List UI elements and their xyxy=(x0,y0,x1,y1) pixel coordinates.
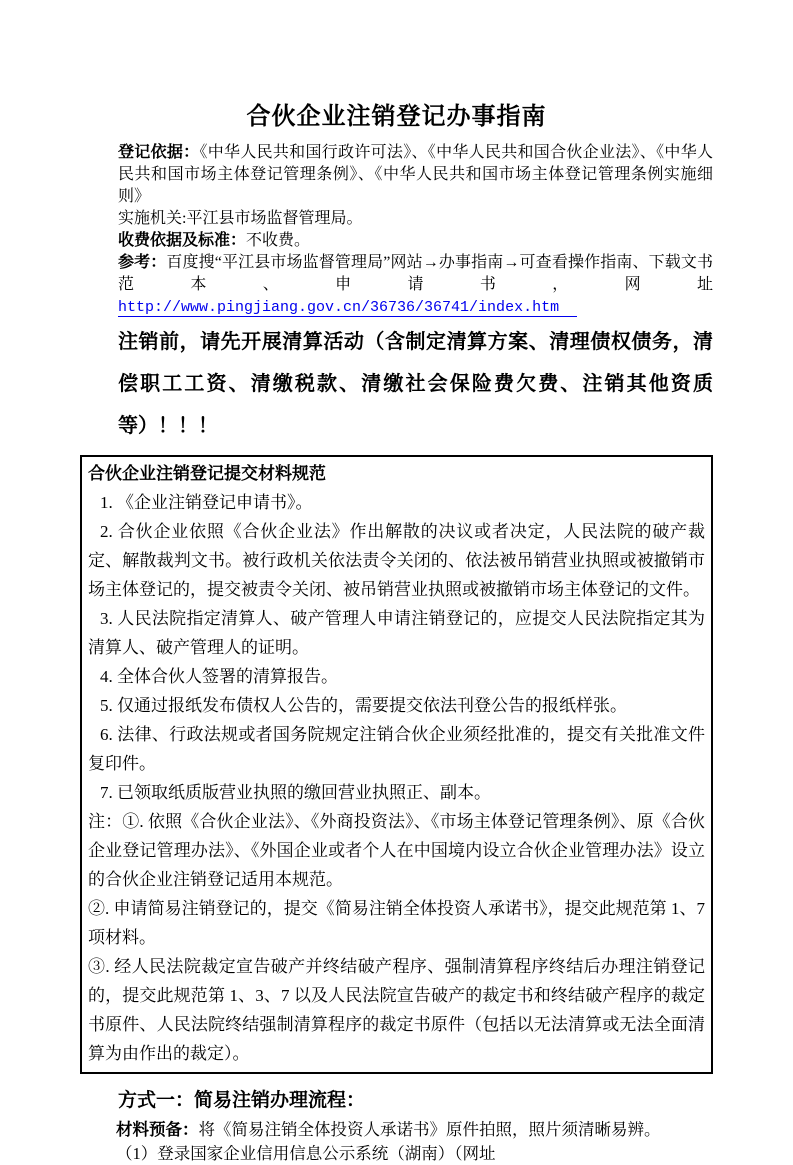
registration-basis-text: 《中华人民共和国行政许可法》、《中华人民共和国合伙企业法》、《中华人民共和国市场主体登记管理条例》、《中华人民共和国市场主体登记管理条例实施细则》 xyxy=(118,144,713,205)
note-1-text: ①. 依照《合伙企业法》、《外商投资法》、《市场主体登记管理条例》、原《合伙企业登记管理办法》、《外国企业或者个人在中国境内设立合伙企业管理办法》设立的合伙企业注销登记适用本规范。 xyxy=(88,812,706,889)
fee-standard-label: 收费依据及标准： xyxy=(118,232,247,249)
reference-paragraph xyxy=(118,252,713,319)
material-item-3: 3. 人民法院指定清算人、破产管理人申请注销登记的，应提交人民法院指定其为清算人、破产管理人的证明。 xyxy=(88,609,705,657)
materials-requirements-box xyxy=(80,455,713,1074)
material-item-4: 4. 全体合伙人签署的清算报告。 xyxy=(100,667,338,686)
material-preparation-label: 材料预备： xyxy=(116,1121,199,1139)
material-item-5: 5. 仅通过报纸发布债权人公告的，需要提交依法刊登公告的报纸样张。 xyxy=(100,696,627,715)
material-item-7: 7. 已领取纸质版营业执照的缴回营业执照正、副本。 xyxy=(100,783,491,802)
registration-basis-paragraph xyxy=(118,142,713,208)
note-3-text: ③. 经人民法院裁定宣告破产并终结破产程序、强制清算程序终结后办理注销登记的，提交此规范第 1、3、7 以及人民法院宣告破产的裁定书和终结破产程序的裁定书原件、人民法院终结强制清算程序的裁定书原件（包括以无法清算或无法全面清算为由作出的裁定）。 xyxy=(88,957,705,1063)
pre-deregistration-warning: 注销前，请先开展清算活动（含制定清算方案、清理债权债务，清偿职工工资、清缴税款、清缴社会保险费欠费、注销其他资质等）！！！ xyxy=(118,331,713,437)
pingjiang-gov-link[interactable]: http://www.pingjiang.gov.cn/36736/36741/index.htm xyxy=(118,299,577,317)
reference-text: 百度搜“平江县市场监督管理局”网站→办事指南→可查看操作指南、下载文书范本、申请书，网址 xyxy=(118,254,713,293)
materials-box-header: 合伙企业注销登记提交材料规范 xyxy=(88,464,326,483)
note-1-paragraph xyxy=(88,807,705,894)
intro-section xyxy=(118,142,713,319)
method-one-heading: 方式一：简易注销办理流程： xyxy=(118,1090,366,1111)
implementing-authority-text: 实施机关:平江县市场监督管理局。 xyxy=(118,210,363,227)
method-one-section xyxy=(116,1088,713,1165)
method-one-step-1: （1）登录国家企业信用信息公示系统（湖南）（网址 xyxy=(116,1144,496,1163)
fee-standard-text: 不收费。 xyxy=(246,232,311,249)
material-item-1: 1. 《企业注销登记申请书》。 xyxy=(100,493,313,512)
material-item-2: 2. 合伙企业依照《合伙企业法》作出解散的决议或者决定，人民法院的破产裁定、解散裁判文书。被行政机关依法责令关闭的、依法被吊销营业执照或被撤销市场主体登记的，提交被责令关闭、被吊销营业执照或被撤销市场主体登记的文件。 xyxy=(88,522,705,599)
page-title: 合伙企业注销登记办事指南 xyxy=(246,103,547,130)
material-preparation-text: 将《简易注销全体投资人承诺书》原件拍照，照片须清晰易辨。 xyxy=(198,1120,661,1139)
reference-label: 参考： xyxy=(118,254,167,271)
note-2-text: ②. 申请简易注销登记的，提交《简易注销全体投资人承诺书》，提交此规范第 1、7 项材料。 xyxy=(88,899,705,947)
registration-basis-label: 登记依据： xyxy=(118,144,200,161)
notes-label: 注： xyxy=(88,812,123,831)
fee-standard-paragraph xyxy=(118,230,713,252)
material-item-6: 6. 法律、行政法规或者国务院规定注销合伙企业须经批准的，提交有关批准文件复印件。 xyxy=(88,725,705,773)
